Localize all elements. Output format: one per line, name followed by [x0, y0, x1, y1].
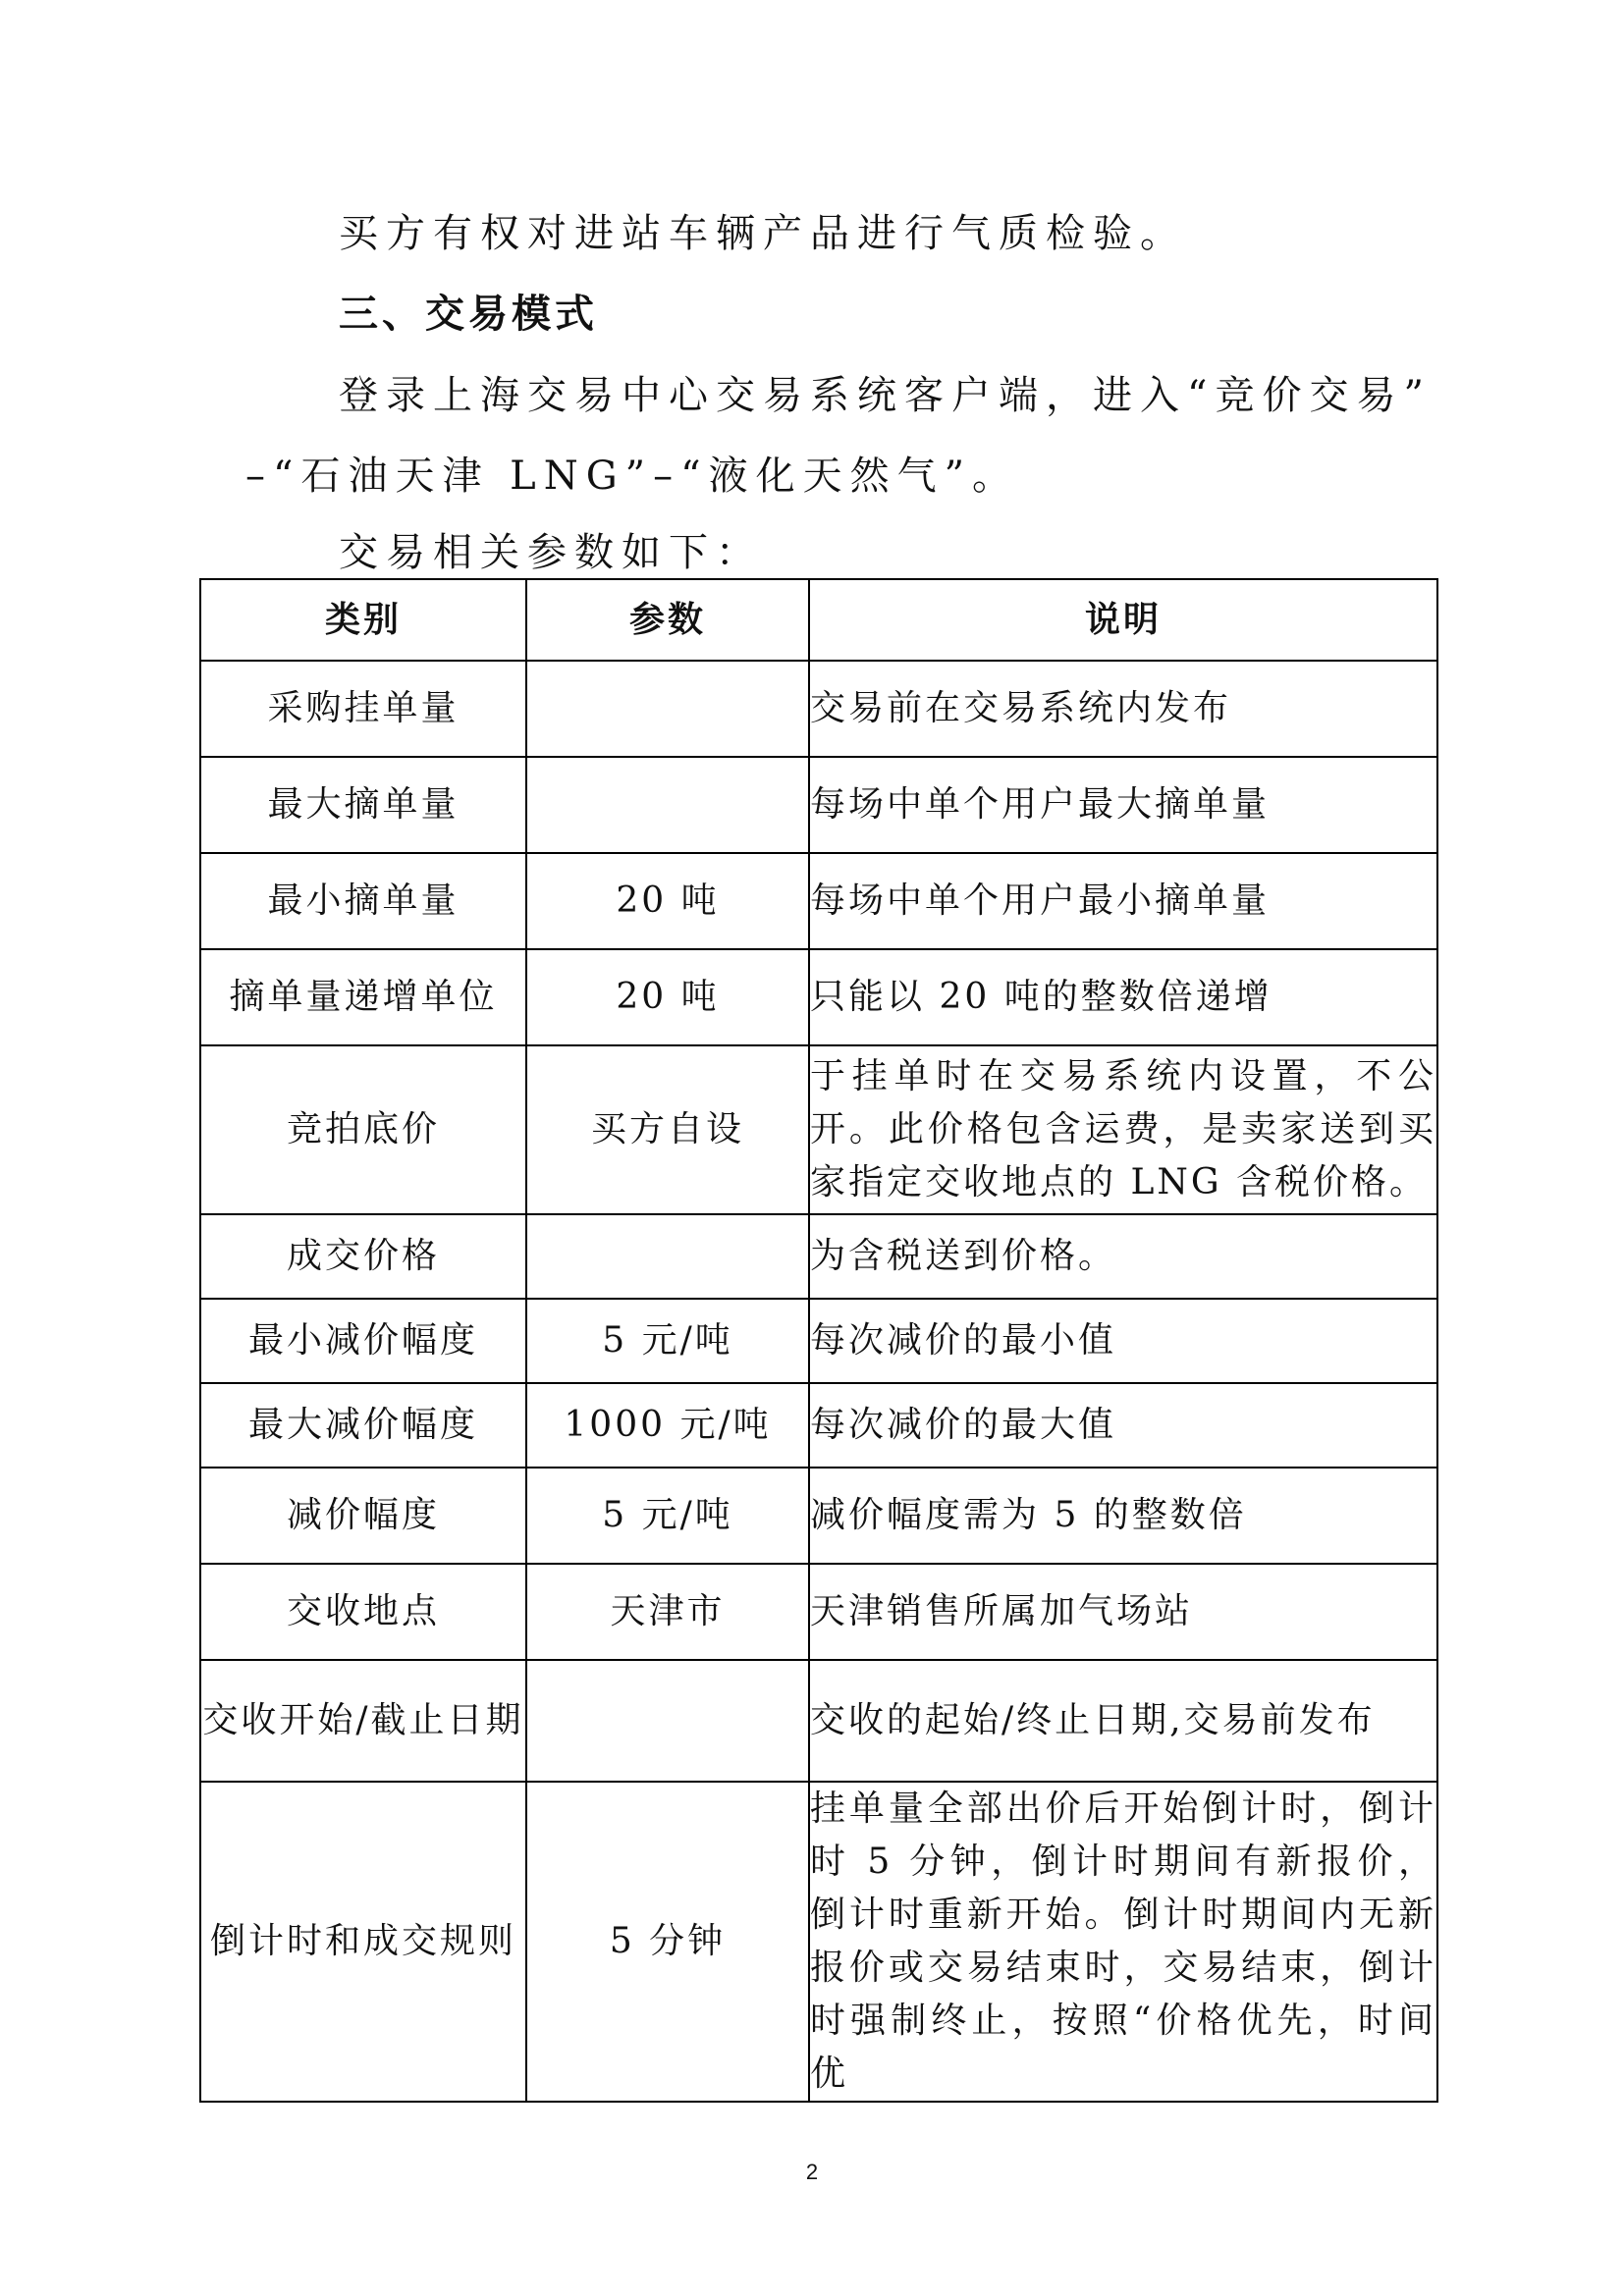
table-header-row — [200, 579, 1437, 661]
paragraph-login-line1: 登录上海交易中心交易系统客户端，进入“竞价交易” — [339, 373, 1432, 418]
cell-category: 最小摘单量 — [200, 853, 526, 949]
cell-description: 每次减价的最大值 — [809, 1383, 1437, 1468]
cell-category: 摘单量递增单位 — [200, 949, 526, 1045]
cell-parameter: 买方自设 — [526, 1045, 809, 1214]
page-number: 2 — [805, 2160, 819, 2184]
table-row — [200, 757, 1437, 853]
cell-description: 每次减价的最小值 — [809, 1299, 1437, 1383]
table-row — [200, 949, 1437, 1045]
cell-category: 交收地点 — [200, 1564, 526, 1660]
cell-parameter: 5 元/吨 — [526, 1299, 809, 1383]
cell-description: 只能以 20 吨的整数倍递增 — [809, 949, 1437, 1045]
cell-description: 天津销售所属加气场站 — [809, 1564, 1437, 1660]
header-parameter: 参数 — [526, 579, 809, 661]
cell-parameter — [526, 661, 809, 757]
table-row — [200, 1045, 1437, 1214]
cell-parameter — [526, 757, 809, 853]
cell-description: 为含税送到价格。 — [809, 1214, 1437, 1299]
header-category: 类别 — [200, 579, 526, 661]
cell-category: 最小减价幅度 — [200, 1299, 526, 1383]
cell-category: 采购挂单量 — [200, 661, 526, 757]
table-row — [200, 853, 1437, 949]
cell-category: 减价幅度 — [200, 1468, 526, 1564]
cell-description: 交易前在交易系统内发布 — [809, 661, 1437, 757]
cell-parameter: 1000 元/吨 — [526, 1383, 809, 1468]
cell-parameter: 5 元/吨 — [526, 1468, 809, 1564]
table-row — [200, 1782, 1437, 2102]
cell-category: 最大摘单量 — [200, 757, 526, 853]
paragraph-gas-inspection: 买方有权对进站车辆产品进行气质检验。 — [339, 211, 1187, 256]
cell-category: 倒计时和成交规则 — [200, 1782, 526, 2102]
table-row — [200, 1383, 1437, 1468]
cell-category: 最大减价幅度 — [200, 1383, 526, 1468]
paragraph-login-line2: –“石油天津 LNG”–“液化天然气”。 — [245, 454, 1020, 499]
header-description: 说明 — [809, 579, 1437, 661]
cell-description: 每场中单个用户最小摘单量 — [809, 853, 1437, 949]
table-row — [200, 1468, 1437, 1564]
cell-parameter: 天津市 — [526, 1564, 809, 1660]
cell-parameter: 5 分钟 — [526, 1782, 809, 2102]
cell-parameter — [526, 1214, 809, 1299]
cell-description: 于挂单时在交易系统内设置，不公开。此价格包含运费，是卖家送到买家指定交收地点的 LNG 含税价格。 — [809, 1045, 1437, 1214]
table-row — [200, 661, 1437, 757]
paragraph-params-intro: 交易相关参数如下： — [339, 530, 763, 575]
cell-parameter — [526, 1660, 809, 1782]
cell-category: 交收开始/截止日期 — [200, 1660, 526, 1782]
cell-category: 成交价格 — [200, 1214, 526, 1299]
cell-description: 每场中单个用户最大摘单量 — [809, 757, 1437, 853]
cell-category: 竞拍底价 — [200, 1045, 526, 1214]
cell-parameter: 20 吨 — [526, 853, 809, 949]
table-row — [200, 1214, 1437, 1299]
trading-parameters-table — [199, 578, 1438, 2103]
cell-parameter: 20 吨 — [526, 949, 809, 1045]
table-row — [200, 1564, 1437, 1660]
table-row — [200, 1660, 1437, 1782]
section-heading-trading-mode: 三、交易模式 — [339, 292, 598, 337]
cell-description: 挂单量全部出价后开始倒计时，倒计时 5 分钟，倒计时期间有新报价，倒计时重新开始。倒计时期间内无新报价或交易结束时，交易结束，倒计时强制终止，按照“价格优先，时间优 — [809, 1782, 1437, 2102]
table-row — [200, 1299, 1437, 1383]
cell-description: 减价幅度需为 5 的整数倍 — [809, 1468, 1437, 1564]
cell-description: 交收的起始/终止日期,交易前发布 — [809, 1660, 1437, 1782]
